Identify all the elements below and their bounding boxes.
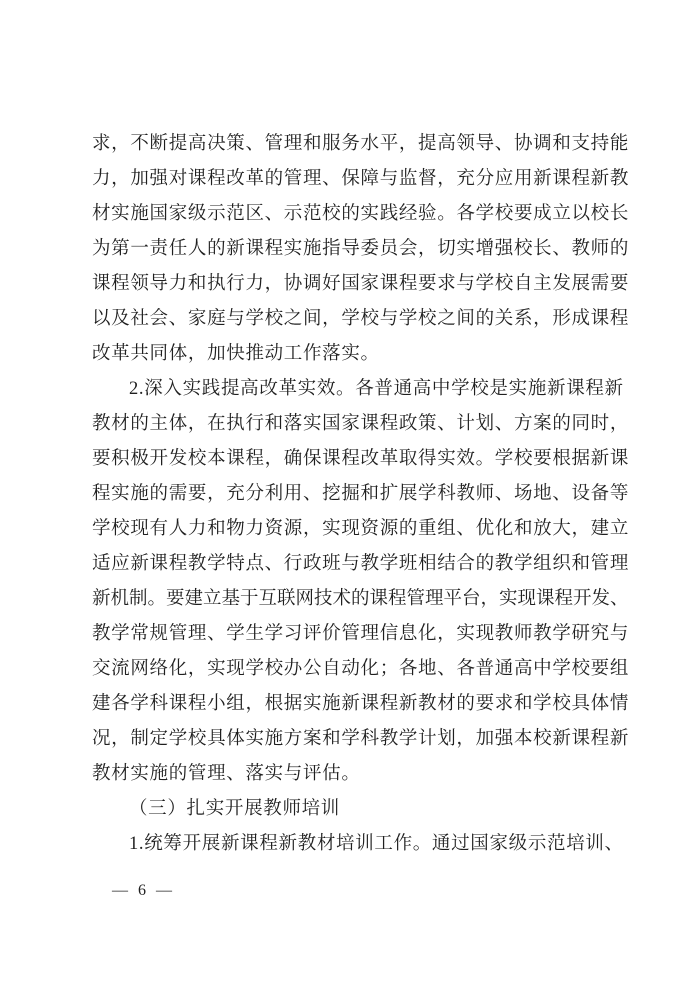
- text-line: 适应新课程教学特点、行政班与教学班相结合的教学组织和管理: [92, 554, 630, 574]
- page-number: — 6 —: [112, 882, 172, 899]
- text-line: 新机制。要建立基于互联网技术的课程管理平台，实现课程开发、: [92, 589, 629, 609]
- text-line: 课程领导力和执行力，协调好国家课程要求与学校自主发展需要: [92, 274, 630, 294]
- section-heading-line: （三）扎实开展教师培训: [129, 799, 340, 819]
- paragraph-start-line: 2.深入实践提高改革实效。各普通高中学校是实施新课程新: [129, 379, 624, 399]
- text-line: 教材的主体，在执行和落实国家课程政策、计划、方案的同时，: [92, 414, 630, 434]
- text-line: 交流网络化，实现学校办公自动化；各地、各普通高中学校要组: [92, 659, 630, 679]
- text-line paragraph-end: 教材实施的管理、落实与评估。: [92, 764, 361, 784]
- text-line: 以及社会、家庭与学校之间，学校与学校之间的关系，形成课程: [92, 309, 630, 329]
- text-line: 求，不断提高决策、管理和服务水平，提高领导、协调和支持能: [92, 134, 630, 154]
- text-line: 况，制定学校具体实施方案和学科教学计划，加强本校新课程新: [92, 729, 630, 749]
- text-line: 教学常规管理、学生学习评价管理信息化，实现教师教学研究与: [92, 624, 630, 644]
- text-line: 力，加强对课程改革的管理、保障与监督，充分应用新课程新教: [92, 169, 630, 189]
- text-line: 程实施的需要，充分利用、挖掘和扩展学科教师、场地、设备等: [92, 484, 630, 504]
- text-line: 建各学科课程小组，根据实施新课程新教材的要求和学校具体情: [92, 694, 630, 714]
- text-line: 要积极开发校本课程，确保课程改革取得实效。学校要根据新课: [92, 449, 630, 469]
- paragraph-start-line: 1.统筹开展新课程新教材培训工作。通过国家级示范培训、: [129, 834, 624, 854]
- text-line: 学校现有人力和物力资源，实现资源的重组、优化和放大，建立: [92, 519, 630, 539]
- document-body: [92, 127, 630, 862]
- text-line paragraph-end: 改革共同体，加快推动工作落实。: [92, 344, 380, 364]
- text-line: 为第一责任人的新课程实施指导委员会，切实增强校长、教师的: [92, 239, 630, 259]
- text-line: 材实施国家级示范区、示范校的实践经验。各学校要成立以校长: [92, 204, 630, 224]
